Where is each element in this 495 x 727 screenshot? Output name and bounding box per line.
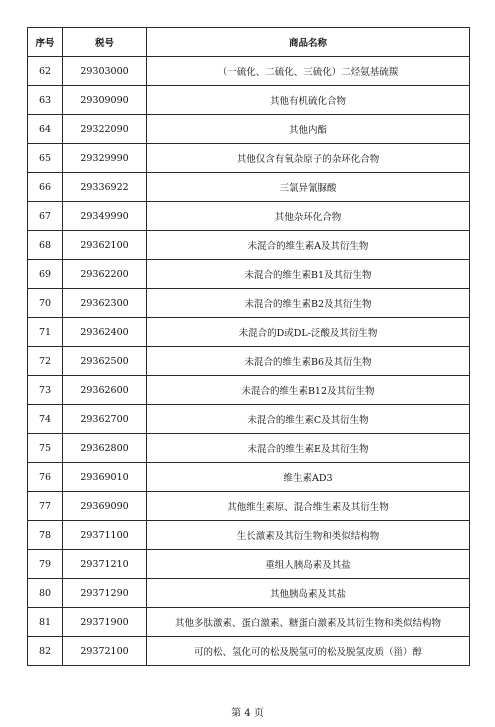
table-body	[28, 57, 470, 666]
cell-name: 其他有机硫化合物	[147, 86, 470, 115]
cell-seq: 77	[28, 492, 63, 521]
table-row	[28, 579, 470, 608]
table-row	[28, 202, 470, 231]
table-row	[28, 492, 470, 521]
cell-code: 29362400	[63, 318, 147, 347]
table-row	[28, 434, 470, 463]
cell-code: 29371210	[63, 550, 147, 579]
cell-code: 29371290	[63, 579, 147, 608]
cell-name: 其他胰岛素及其盐	[147, 579, 470, 608]
cell-seq: 82	[28, 637, 63, 666]
cell-seq: 78	[28, 521, 63, 550]
cell-name: 其他多肽激素、蛋白激素、糖蛋白激素及其衍生物和类似结构物	[147, 608, 470, 637]
table-row	[28, 231, 470, 260]
cell-seq: 70	[28, 289, 63, 318]
cell-name: 其他内酯	[147, 115, 470, 144]
cell-code: 29371100	[63, 521, 147, 550]
cell-name: 三氯异氰脲酸	[147, 173, 470, 202]
cell-code: 29362200	[63, 260, 147, 289]
header-row	[28, 28, 470, 57]
cell-code: 29362300	[63, 289, 147, 318]
table-header	[28, 28, 470, 57]
cell-code: 29322090	[63, 115, 147, 144]
cell-code: 29303000	[63, 57, 147, 86]
header-seq: 序号	[28, 28, 63, 57]
cell-seq: 65	[28, 144, 63, 173]
table-row	[28, 173, 470, 202]
cell-name: 未混合的维生素A及其衍生物	[147, 231, 470, 260]
cell-name: 未混合的D或DL-泛酸及其衍生物	[147, 318, 470, 347]
table-row	[28, 86, 470, 115]
table-row	[28, 57, 470, 86]
cell-seq: 68	[28, 231, 63, 260]
table-row	[28, 637, 470, 666]
cell-name: 其他维生素原、混合维生素及其衍生物	[147, 492, 470, 521]
cell-name: （一硫化、二硫化、三硫化）二烃氨基硫羰	[147, 57, 470, 86]
cell-code: 29362500	[63, 347, 147, 376]
cell-code: 29362600	[63, 376, 147, 405]
cell-code: 29362800	[63, 434, 147, 463]
table-row	[28, 144, 470, 173]
cell-seq: 74	[28, 405, 63, 434]
table-row	[28, 463, 470, 492]
cell-name: 其他仅含有氧杂原子的杂环化合物	[147, 144, 470, 173]
cell-name: 重组人胰岛素及其盐	[147, 550, 470, 579]
cell-code: 29309090	[63, 86, 147, 115]
cell-seq: 71	[28, 318, 63, 347]
cell-code: 29362700	[63, 405, 147, 434]
table-row	[28, 376, 470, 405]
page-number: 第 4 页	[231, 708, 264, 719]
cell-name: 其他杂环化合物	[147, 202, 470, 231]
cell-seq: 73	[28, 376, 63, 405]
cell-code: 29329990	[63, 144, 147, 173]
cell-code: 29369090	[63, 492, 147, 521]
cell-name: 可的松、氢化可的松及脱氢可的松及脱氢皮质（甾）醇	[147, 637, 470, 666]
header-code: 税号	[63, 28, 147, 57]
table-row	[28, 318, 470, 347]
cell-code: 29362100	[63, 231, 147, 260]
table-row	[28, 289, 470, 318]
cell-code: 29349990	[63, 202, 147, 231]
cell-seq: 80	[28, 579, 63, 608]
table-row	[28, 347, 470, 376]
cell-seq: 81	[28, 608, 63, 637]
header-name: 商品名称	[147, 28, 470, 57]
cell-code: 29369010	[63, 463, 147, 492]
tariff-table	[27, 27, 470, 666]
cell-seq: 62	[28, 57, 63, 86]
cell-seq: 79	[28, 550, 63, 579]
table-row	[28, 521, 470, 550]
cell-name: 生长激素及其衍生物和类似结构物	[147, 521, 470, 550]
cell-name: 未混合的维生素B12及其衍生物	[147, 376, 470, 405]
cell-name: 未混合的维生素B1及其衍生物	[147, 260, 470, 289]
table-row	[28, 608, 470, 637]
cell-seq: 69	[28, 260, 63, 289]
cell-name: 未混合的维生素B2及其衍生物	[147, 289, 470, 318]
cell-seq: 63	[28, 86, 63, 115]
cell-seq: 76	[28, 463, 63, 492]
cell-seq: 75	[28, 434, 63, 463]
cell-name: 未混合的维生素B6及其衍生物	[147, 347, 470, 376]
cell-name: 未混合的维生素C及其衍生物	[147, 405, 470, 434]
table-row	[28, 115, 470, 144]
cell-seq: 72	[28, 347, 63, 376]
cell-code: 29371900	[63, 608, 147, 637]
cell-name: 维生素AD3	[147, 463, 470, 492]
table-row	[28, 405, 470, 434]
cell-code: 29336922	[63, 173, 147, 202]
table-row	[28, 550, 470, 579]
cell-seq: 67	[28, 202, 63, 231]
cell-name: 未混合的维生素E及其衍生物	[147, 434, 470, 463]
cell-seq: 66	[28, 173, 63, 202]
cell-seq: 64	[28, 115, 63, 144]
table-row	[28, 260, 470, 289]
cell-code: 29372100	[63, 637, 147, 666]
